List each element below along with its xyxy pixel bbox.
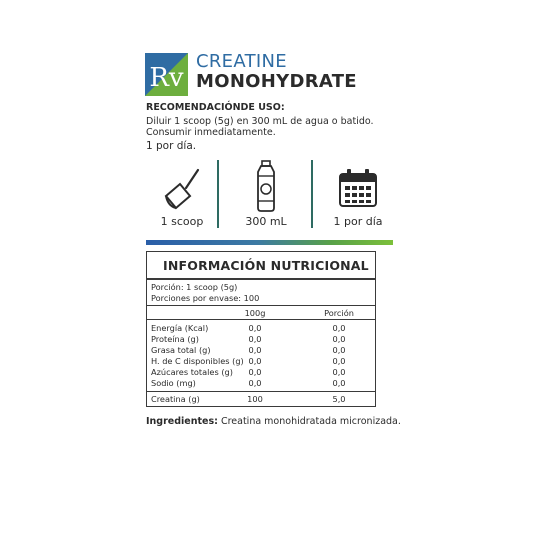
table-row-name: Grasa total (g) [151,345,211,355]
table-row-per100: 0,0 [248,378,262,388]
logo-text: Rv [149,63,184,93]
scoop-label: 1 scoop [160,215,204,228]
table-row-per-serving: 0,0 [332,356,346,366]
usage-line-1: Diluir 1 scoop (5g) en 300 mL de agua o batido. [146,116,374,127]
ingredients-label: Ingredientes: [146,416,218,427]
table-row-name: Creatina (g) [151,394,200,404]
header-per-serving: Porción [324,308,354,318]
table-row-per100: 0,0 [248,334,262,344]
table-row-per-serving: 0,0 [332,323,346,333]
frequency-label: 1 por día [333,215,383,228]
table-row-name: Azúcares totales (g) [151,367,233,377]
divider [311,160,313,228]
table-row-per100: 100 [247,394,263,404]
brand-logo [145,53,188,96]
table-row-name: Sodio (mg) [151,378,196,388]
header-per100: 100g [244,308,266,318]
calendar-icon [338,168,378,208]
table-row-name: H. de C disponibles (g) [151,356,244,366]
divider [147,278,375,280]
divider [217,160,219,228]
table-row-per-serving: 0,0 [332,378,346,388]
divider [147,391,375,392]
usage-title: RECOMENDACIÓNDE USO: [146,102,285,113]
table-row-per100: 0,0 [248,356,262,366]
usage-line-2: Consumir inmediatamente. [146,127,276,138]
scoop-icon [162,166,202,210]
volume-label: 300 mL [245,215,287,228]
table-row-per-serving: 0,0 [332,367,346,377]
ingredients-text: Creatina monohidratada micronizada. [217,416,401,427]
table-row-per100: 0,0 [248,345,262,355]
table-row-per-serving: 5,0 [332,394,346,404]
table-row-per-serving: 0,0 [332,334,346,344]
nutrition-table [146,251,376,407]
divider [147,319,375,320]
table-row-name: Proteína (g) [151,334,199,344]
table-row-per100: 0,0 [248,367,262,377]
servings-per-container: Porciones por envase: 100 [151,293,260,303]
table-row-per-serving: 0,0 [332,345,346,355]
product-name-line1: CREATINE [196,51,287,72]
table-row-per100: 0,0 [248,323,262,333]
nutrition-title: INFORMACIÓN NUTRICIONAL [163,258,369,273]
gradient-bar [146,240,393,245]
usage-line-3: 1 por día. [146,140,197,152]
divider [147,305,375,306]
bottle-icon [253,160,279,212]
table-row-name: Energía (Kcal) [151,323,209,333]
product-name-line2: MONOHYDRATE [196,71,357,92]
ingredients [146,416,401,427]
serving-size: Porción: 1 scoop (5g) [151,282,238,292]
